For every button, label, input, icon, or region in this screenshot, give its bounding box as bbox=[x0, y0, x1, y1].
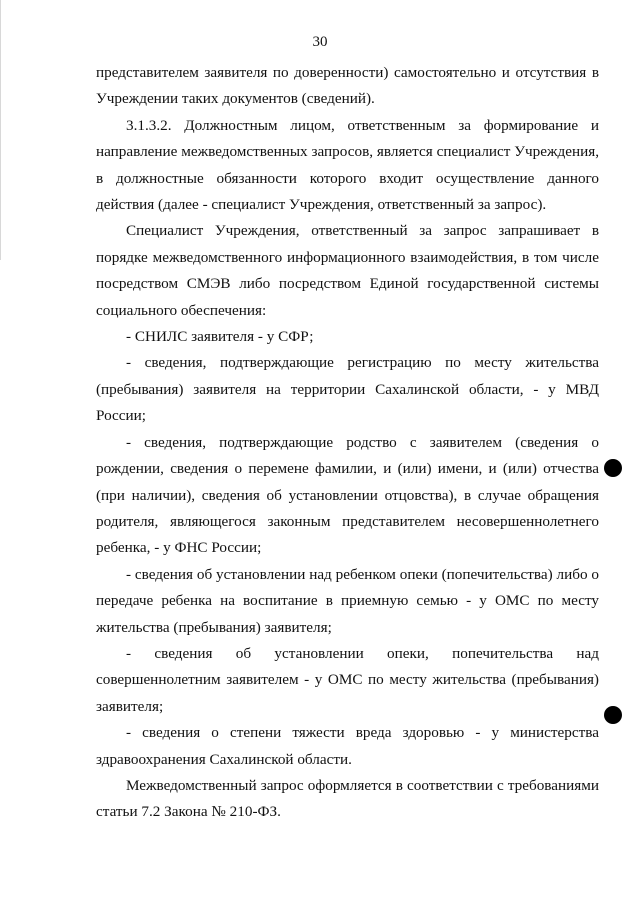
document-body bbox=[96, 60, 599, 826]
list-item: - сведения, подтверждающие родство с заявителем (сведения о рождении, сведения о перемене фамилии, и (или) имени, и (или) отчества (при наличии), сведения об установлении отцовства), в случае обращения родителя, являющегося законным представителем несовершеннолетнего ребенка, - у ФНС России; bbox=[96, 433, 599, 557]
list-item: - сведения об установлении над ребенком опеки (попечительства) либо о передаче ребенка на воспитание в приемную семью - у ОМС по месту жительства (пребывания) заявителя; bbox=[96, 565, 599, 636]
list-item: - СНИЛС заявителя - у СФР; bbox=[126, 328, 314, 346]
paragraph: 3.1.3.2. Должностным лицом, ответственным за формирование и направление межведомственных запросов, является специалист Учреждения, в должностные обязанности которого входит осуществление данного действия (далее - специалист Учреждения, ответственный за запрос). bbox=[96, 116, 599, 214]
list-item: - сведения об установлении опеки, попечительства над совершеннолетним заявителем - у ОМС по месту жительства (пребывания) заявителя; bbox=[96, 644, 599, 715]
paragraph: представителем заявителя по доверенности) самостоятельно и отсутствия в Учреждении таких документов (сведений). bbox=[96, 64, 599, 108]
list-item: - сведения о степени тяжести вреда здоровью - у министерства здравоохранения Сахалинской области. bbox=[96, 724, 599, 768]
punch-hole-mark bbox=[604, 459, 622, 477]
paragraph: Специалист Учреждения, ответственный за запрос запрашивает в порядке межведомственного информационного взаимодействия, в том числе посредством СМЭВ либо посредством Единой государственной системы социального обеспечения: bbox=[96, 222, 599, 319]
punch-hole-mark bbox=[604, 706, 622, 724]
paragraph: Межведомственный запрос оформляется в соответствии с требованиями статьи 7.2 Закона № 210-ФЗ. bbox=[96, 776, 599, 821]
page-number: 30 bbox=[312, 34, 328, 50]
list-item: - сведения, подтверждающие регистрацию по месту жительства (пребывания) заявителя на территории Сахалинской области, - у МВД России; bbox=[96, 354, 599, 425]
